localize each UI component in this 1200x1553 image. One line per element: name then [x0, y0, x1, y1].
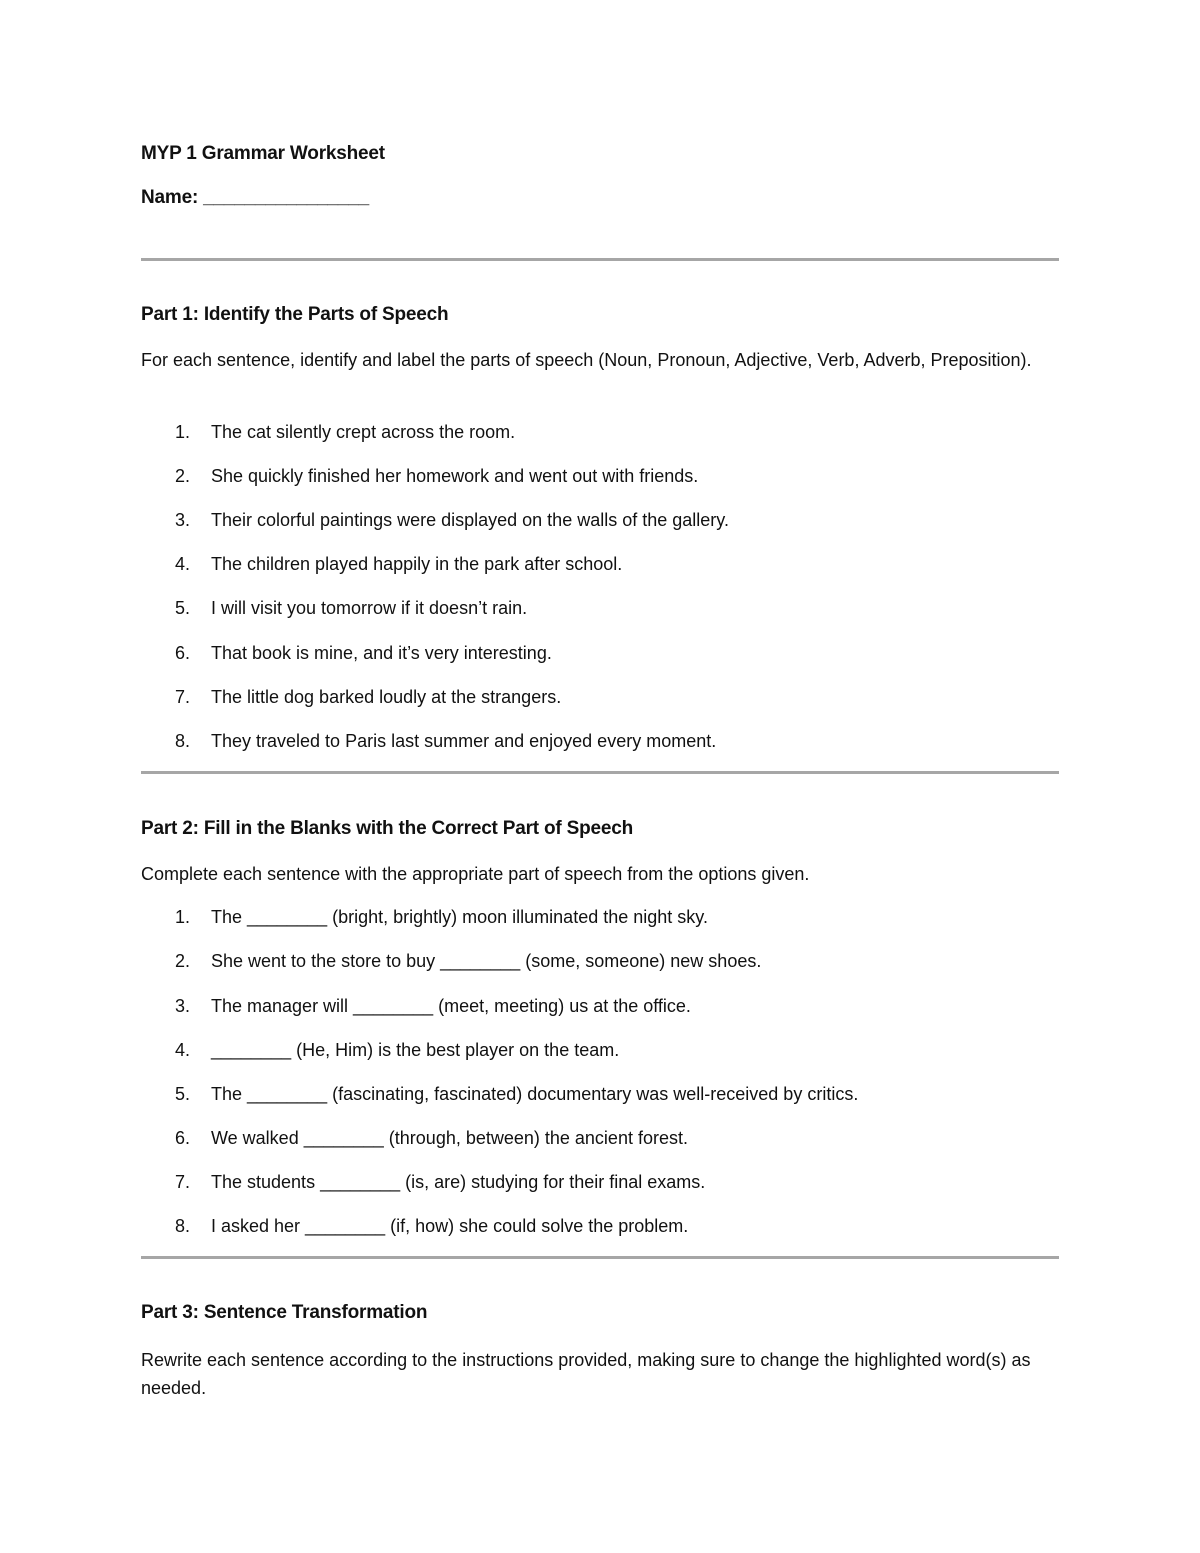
part1-heading: Part 1: Identify the Parts of Speech — [141, 304, 449, 325]
section-divider — [141, 1256, 1059, 1259]
item-number: 8. — [175, 731, 191, 751]
item-number: 5. — [175, 1084, 191, 1104]
item-number: 6. — [175, 1128, 191, 1148]
item-number: 3. — [175, 510, 191, 530]
item-text: The manager will ________ (meet, meeting) us at the office. — [211, 996, 691, 1016]
item-number: 4. — [175, 554, 191, 574]
item-text: ________ (He, Him) is the best player on the team. — [211, 1040, 620, 1060]
item-number: 4. — [175, 1040, 191, 1060]
part3-instructions: Rewrite each sentence according to the instructions provided, making sure to change the highlighted word(s) as needed. — [141, 1350, 1031, 1398]
part1-instructions: For each sentence, identify and label the parts of speech (Noun, Pronoun, Adjective, Verb, Adverb, Preposition). — [141, 350, 1032, 370]
item-text: The students ________ (is, are) studying for their final exams. — [211, 1172, 706, 1192]
item-text: The little dog barked loudly at the strangers. — [211, 687, 562, 707]
item-text: They traveled to Paris last summer and enjoyed every moment. — [211, 731, 717, 751]
item-text: I asked her ________ (if, how) she could solve the problem. — [211, 1216, 689, 1236]
item-text: She went to the store to buy ________ (some, someone) new shoes. — [211, 951, 762, 971]
part2-heading: Part 2: Fill in the Blanks with the Correct Part of Speech — [141, 818, 634, 839]
item-number: 2. — [175, 466, 191, 486]
item-text: I will visit you tomorrow if it doesn’t rain. — [211, 598, 528, 618]
section-divider — [141, 771, 1059, 774]
item-text: The ________ (bright, brightly) moon illuminated the night sky. — [211, 907, 708, 927]
section-divider — [141, 258, 1059, 261]
item-text: The ________ (fascinating, fascinated) documentary was well-received by critics. — [211, 1084, 859, 1104]
name-field-label: Name: ________________ — [141, 187, 370, 208]
worksheet-page — [141, 0, 1059, 1553]
part2-instructions: Complete each sentence with the appropriate part of speech from the options given. — [141, 864, 810, 884]
item-number: 8. — [175, 1216, 191, 1236]
item-number: 6. — [175, 643, 191, 663]
item-text: The cat silently crept across the room. — [211, 422, 516, 442]
item-number: 1. — [175, 422, 191, 442]
item-number: 5. — [175, 598, 191, 618]
item-text: The children played happily in the park after school. — [211, 554, 623, 574]
worksheet-title: MYP 1 Grammar Worksheet — [141, 143, 385, 164]
part3-heading: Part 3: Sentence Transformation — [141, 1302, 428, 1323]
item-text: That book is mine, and it’s very interesting. — [211, 643, 552, 663]
item-number: 2. — [175, 951, 191, 971]
item-text: Their colorful paintings were displayed on the walls of the gallery. — [211, 510, 729, 530]
item-text: She quickly finished her homework and went out with friends. — [211, 466, 699, 486]
item-number: 7. — [175, 687, 191, 707]
item-number: 3. — [175, 996, 191, 1016]
item-text: We walked ________ (through, between) the ancient forest. — [211, 1128, 688, 1148]
item-number: 7. — [175, 1172, 191, 1192]
item-number: 1. — [175, 907, 191, 927]
